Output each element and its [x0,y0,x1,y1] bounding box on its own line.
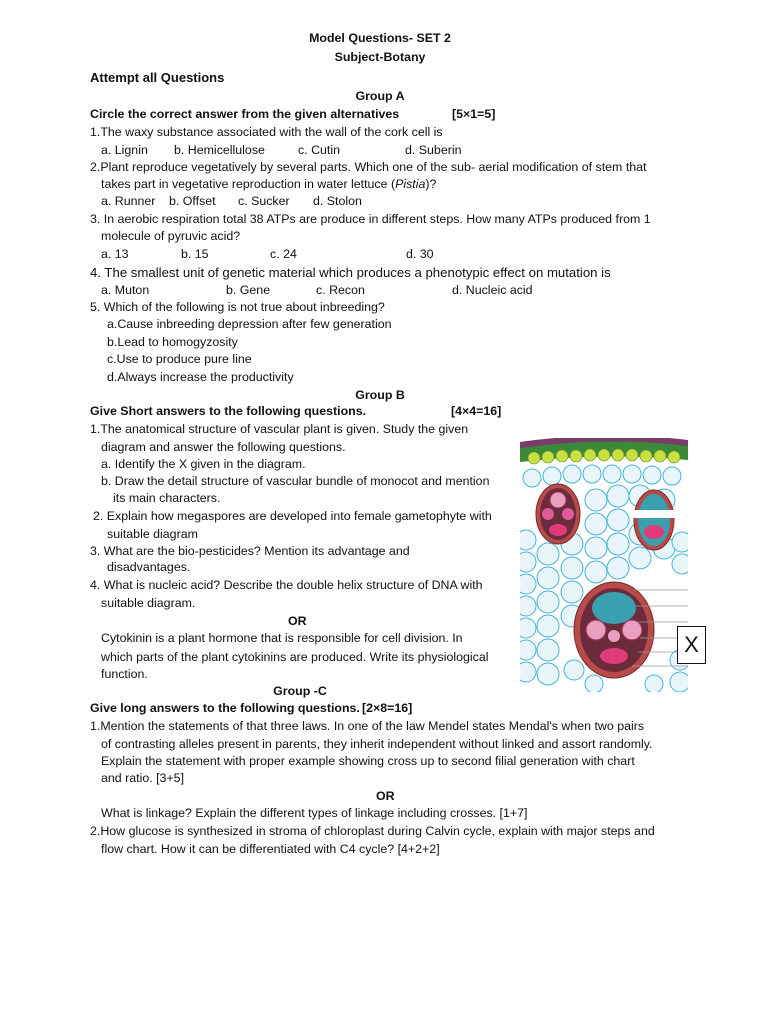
question-a1: 1.The waxy substance associated with the wall of the cork cell is [90,125,443,139]
option: d. Stolon [313,194,362,208]
question-c1-line4: and ratio. [3+5] [101,771,185,785]
option: a. Lignin [101,143,148,157]
option: a.Cause inbreeding depression after few generation [107,317,392,331]
alt-question-line1: Cytokinin is a plant hormone that is responsible for cell division. In [101,631,463,645]
question-b1-b-line2: its main characters. [113,491,221,505]
option: d.Always increase the productivity [107,370,294,384]
question-c1-line3: Explain the statement with proper example showing cross up to second filial generation with chart [101,754,635,768]
question-b2-line2: suitable diagram [107,527,198,541]
question-b2-line1: 2. Explain how megaspores are developed into female gametophyte with [93,509,492,523]
vascular-bundle [536,484,580,544]
group-c-title: Group -C [273,684,327,698]
question-b1-a: a. Identify the X given in the diagram. [101,457,306,471]
alt-question-line3: function. [101,667,148,681]
group-c-heading: Give long answers to the following questions. [90,701,360,715]
group-a-title: Group A [355,89,405,103]
group-a-marks: [5×1=5] [452,107,496,121]
option: b. Hemicellulose [174,143,265,157]
alt-question-line2: which parts of the plant cytokinins are produced. Write its physiological [101,650,489,664]
question-c2-line2: flow chart. How it can be differentiated with C4 cycle? [4+2+2] [101,842,440,856]
option: c.Use to produce pure line [107,352,252,366]
question-c1-line2: of contrasting alleles present in parents, they inherit independent without linked and assort randomly. [101,737,653,751]
question-a3-line1: 3. In aerobic respiration total 38 ATPs are produce in different steps. How many ATPs produced from 1 [90,212,651,226]
question-b3-line2: disadvantages. [107,560,191,574]
question-b1-line1: 1.The anatomical structure of vascular plant is given. Study the given [90,422,469,436]
question-a4: 4. The smallest unit of genetic material which produces a phenotypic effect on mutation is [90,265,611,280]
group-a-heading: Circle the correct answer from the given alternatives [90,107,400,121]
question-b3-line1: 3. What are the bio-pesticides? Mention its advantage and [90,544,410,558]
question-b1-line2: diagram and answer the following questions. [101,440,346,454]
question-a2-line1: 2.Plant reproduce vegetatively by several parts. Which one of the sub- aerial modification of stem that [90,160,647,174]
document-title: Model Questions- SET 2 [309,31,451,45]
alt-question-c: What is linkage? Explain the different types of linkage including crosses. [1+7] [101,806,528,820]
option: c. 24 [270,247,297,261]
group-b-heading: Give Short answers to the following questions. [90,404,367,418]
question-c2-line1: 2.How glucose is synthesized in stroma of chloroplast during Calvin cycle, explain with major steps and [90,824,655,838]
group-b-title: Group B [355,388,405,402]
option: a. 13 [101,247,129,261]
option: a. Muton [101,283,150,297]
question-a2-line2: takes part in vegetative reproduction in water lettuce (Pistia)? [101,177,437,191]
option: b. Offset [169,194,216,208]
or-label: OR [288,614,307,628]
option: c. Cutin [298,143,341,157]
question-a3-line2: molecule of pyruvic acid? [101,229,241,243]
question-b4-line1: 4. What is nucleic acid? Describe the double helix structure of DNA with [90,578,483,592]
group-c-marks: [2×8=16] [362,701,413,715]
option: b.Lead to homogyzosity [107,335,238,349]
option: c. Sucker [238,194,290,208]
question-b1-b-line1: b. Draw the detail structure of vascular bundle of monocot and mention [101,474,490,488]
option: b. 15 [181,247,209,261]
instruction: Attempt all Questions [90,70,225,85]
figure-label-x: X [677,626,706,664]
species-name: Pistia [395,177,426,191]
option: d. 30 [406,247,434,261]
question-b4-line2: suitable diagram. [101,596,196,610]
option: c. Recon [316,283,365,297]
vascular-bundle [574,582,654,678]
option: d. Nucleic acid [452,283,533,297]
option: d. Suberin [405,143,462,157]
option: a. Runner [101,194,156,208]
option: b. Gene [226,283,271,297]
question-a5: 5. Which of the following is not true about inbreeding? [90,300,385,314]
question-c1-line1: 1.Mention the statements of that three laws. In one of the law Mendel states Mendal's when two pairs [90,719,645,733]
group-b-marks: [4×4=16] [451,404,502,418]
or-label: OR [376,789,395,803]
document-subject: Subject-Botany [334,50,426,64]
